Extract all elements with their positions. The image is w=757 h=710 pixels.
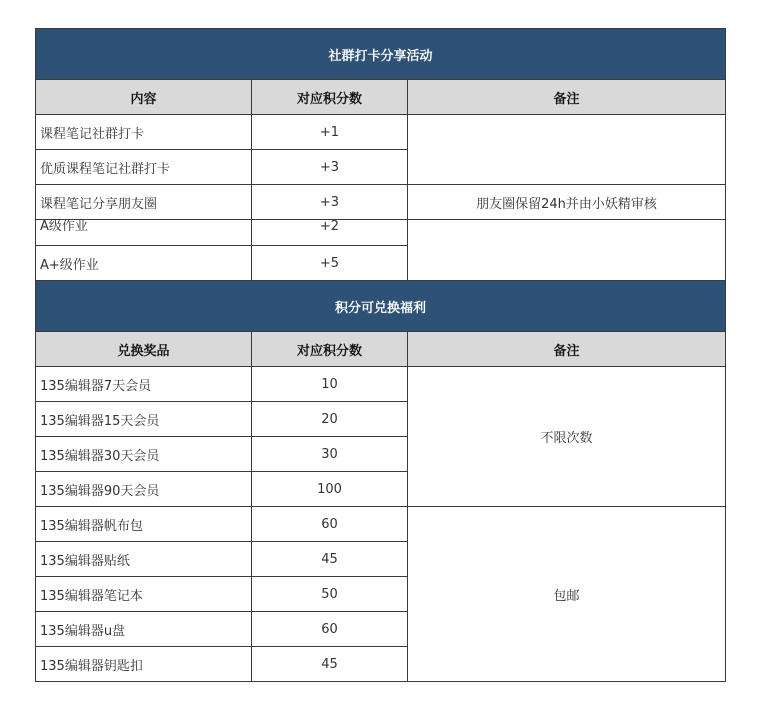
checkin-points: +3: [252, 150, 408, 185]
reward-points: 100: [252, 472, 408, 507]
reward-points: 20: [252, 402, 408, 437]
rewards-note-unlimited: 不限次数: [408, 367, 726, 507]
reward-prize: 135编辑器90天会员: [36, 472, 252, 507]
reward-prize: 135编辑器u盘: [36, 612, 252, 647]
reward-points: 30: [252, 437, 408, 472]
checkin-content: A+级作业: [36, 246, 252, 281]
checkin-header-note: 备注: [408, 80, 726, 115]
checkin-note: 朋友圈保留24h并由小妖精审核: [408, 185, 726, 220]
rewards-note-free-shipping: 包邮: [408, 507, 726, 682]
checkin-title: 社群打卡分享活动: [36, 29, 726, 80]
reward-prize: 135编辑器30天会员: [36, 437, 252, 472]
checkin-header-points: 对应积分数: [252, 80, 408, 115]
table-row: [36, 115, 726, 150]
reward-points: 50: [252, 577, 408, 612]
checkin-content: 课程笔记分享朋友圈: [36, 185, 252, 220]
checkin-content: A级作业: [36, 220, 252, 246]
reward-prize: 135编辑器帆布包: [36, 507, 252, 542]
rewards-header-prize: 兑换奖品: [36, 332, 252, 367]
checkin-content: 优质课程笔记社群打卡: [36, 150, 252, 185]
rewards-header-note: 备注: [408, 332, 726, 367]
checkin-header-content: 内容: [36, 80, 252, 115]
checkin-note-empty: [408, 220, 726, 281]
checkin-points: +2: [252, 220, 408, 246]
checkin-points: +1: [252, 115, 408, 150]
rewards-title: 积分可兑换福利: [36, 281, 726, 332]
reward-points: 10: [252, 367, 408, 402]
checkin-note-empty: [408, 115, 726, 185]
table-row: [36, 367, 726, 402]
reward-points: 60: [252, 507, 408, 542]
reward-points: 45: [252, 647, 408, 682]
table-row: [36, 220, 726, 246]
reward-prize: 135编辑器15天会员: [36, 402, 252, 437]
reward-points: 60: [252, 612, 408, 647]
checkin-points: +5: [252, 246, 408, 281]
table-row: [36, 507, 726, 542]
checkin-points: +3: [252, 185, 408, 220]
table-row: [36, 185, 726, 220]
points-table: [35, 28, 726, 682]
checkin-content: 课程笔记社群打卡: [36, 115, 252, 150]
rewards-header-points: 对应积分数: [252, 332, 408, 367]
reward-prize: 135编辑器笔记本: [36, 577, 252, 612]
reward-prize: 135编辑器贴纸: [36, 542, 252, 577]
reward-prize: 135编辑器7天会员: [36, 367, 252, 402]
reward-points: 45: [252, 542, 408, 577]
reward-prize: 135编辑器钥匙扣: [36, 647, 252, 682]
